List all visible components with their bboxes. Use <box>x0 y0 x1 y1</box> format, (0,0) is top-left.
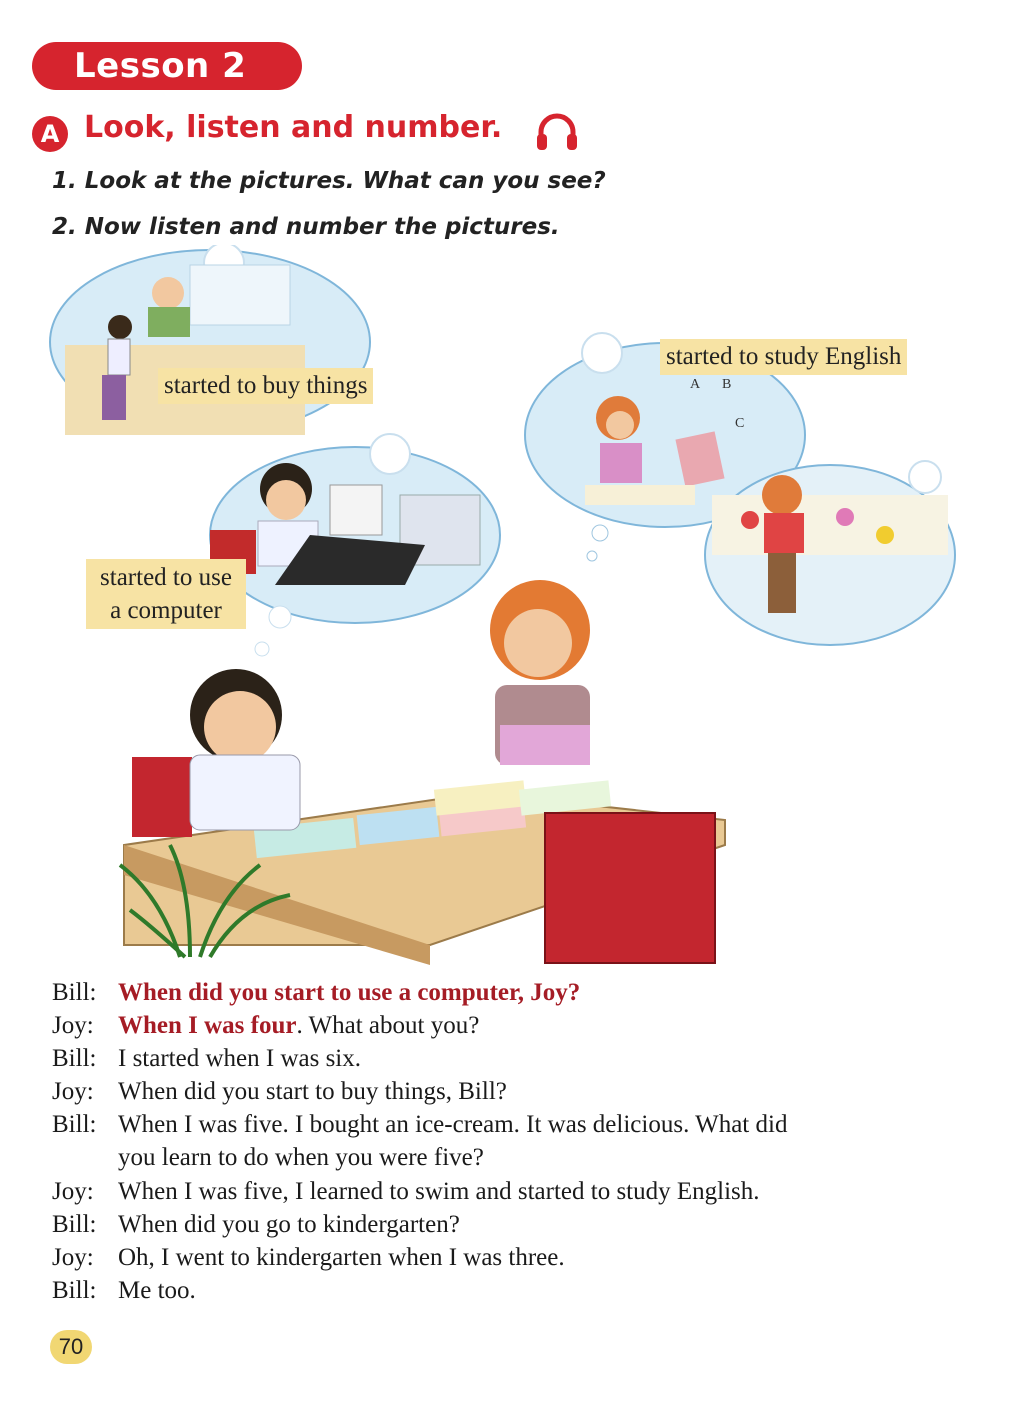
dialogue-highlight: When I was four <box>118 1012 297 1039</box>
dialogue-rest: . What about you? <box>296 1012 480 1039</box>
dialogue-text: I started when I was six. <box>118 1045 361 1072</box>
thought-bubble-shop <box>50 245 370 435</box>
speaker: Bill: <box>52 1045 97 1072</box>
letter-b: B <box>722 377 732 392</box>
caption-study-english: started to study English <box>660 339 907 375</box>
illustration-scene <box>40 245 990 965</box>
dialogue-text: Me too. <box>118 1277 196 1304</box>
speaker: Joy: <box>52 1012 94 1039</box>
dialogue-text: When did you start to buy things, Bill? <box>118 1078 507 1105</box>
dialogue-text: you learn to do when you were five? <box>118 1144 484 1171</box>
dialogue-text: When did you start to use a computer, Joy? <box>118 979 581 1006</box>
instruction-2: 2. Now listen and number the pictures. <box>52 214 560 240</box>
dialogue-text: Oh, I went to kindergarten when I was three. <box>118 1244 565 1271</box>
dialogue-text: When I was five, I learned to swim and started to study English. <box>118 1178 760 1205</box>
classroom-scene <box>120 580 725 965</box>
speaker: Bill: <box>52 1277 97 1304</box>
section-letter-badge: A <box>32 116 68 152</box>
letter-a: A <box>690 377 701 392</box>
speaker: Bill: <box>52 1211 97 1238</box>
speaker: Bill: <box>52 979 97 1006</box>
speaker: Joy: <box>52 1078 94 1105</box>
caption-use-computer <box>86 559 246 629</box>
dialogue-text: When did you go to kindergarten? <box>118 1211 460 1238</box>
speaker: Joy: <box>52 1244 94 1271</box>
speaker: Bill: <box>52 1111 97 1138</box>
thought-bubble-computer <box>210 434 500 656</box>
speaker: Joy: <box>52 1178 94 1205</box>
instruction-1: 1. Look at the pictures. What can you see? <box>52 168 606 194</box>
section-title: Look, listen and number. <box>84 110 503 145</box>
page-number: 70 <box>50 1330 92 1364</box>
lesson-title-badge: Lesson 2 <box>32 42 302 90</box>
dialogue-text <box>118 1009 958 1042</box>
caption-use-computer-line2: a computer <box>110 597 222 624</box>
dialogue-text: When I was five. I bought an ice-cream. It was delicious. What did <box>118 1111 788 1138</box>
headphones-icon <box>535 110 579 152</box>
letter-c: C <box>735 416 745 431</box>
caption-buy-things: started to buy things <box>158 368 373 404</box>
caption-use-computer-line1: started to use <box>100 564 232 591</box>
